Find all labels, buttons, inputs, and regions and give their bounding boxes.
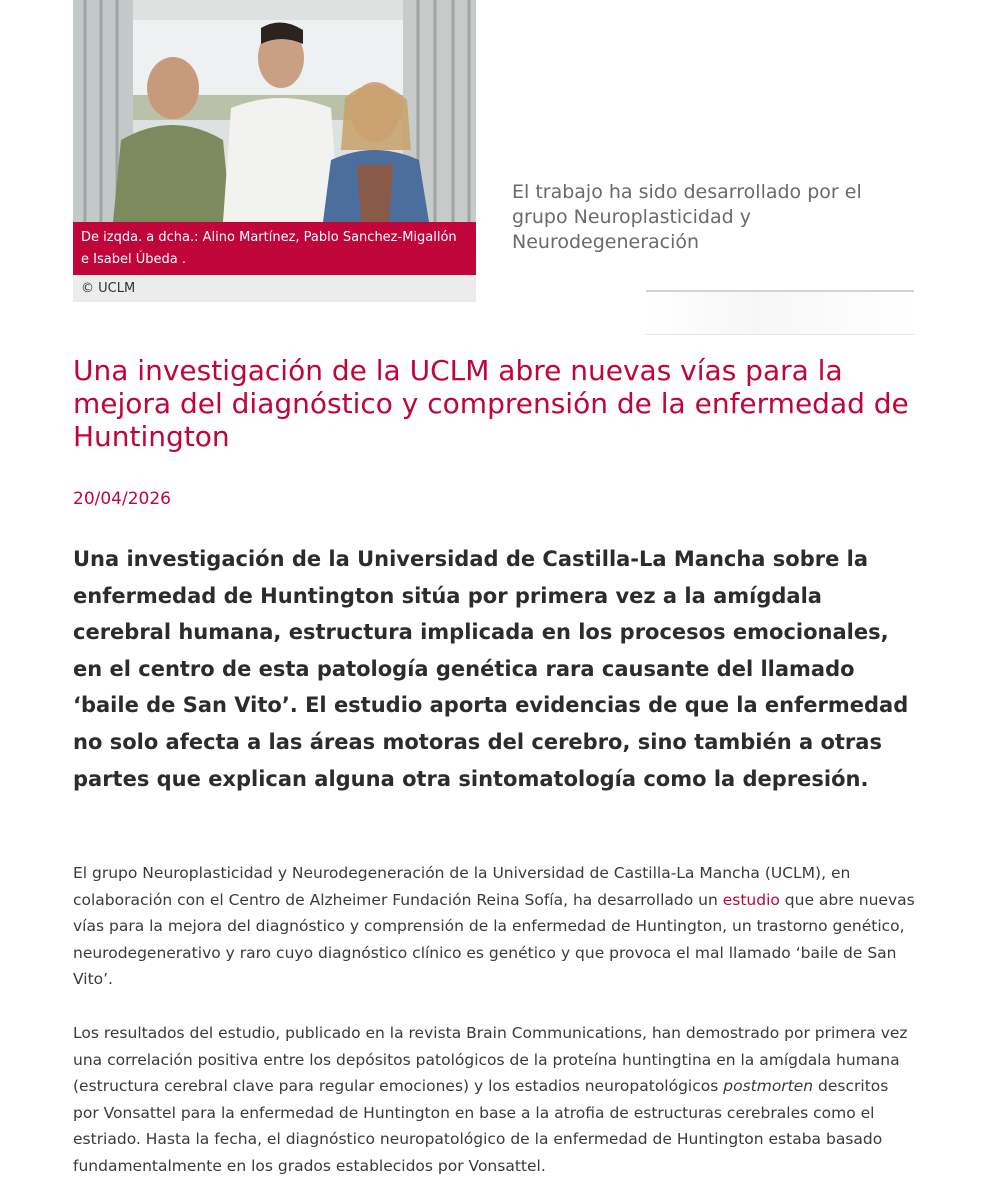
article-paragraph	[73, 860, 915, 993]
article-date: 20/04/2026	[73, 489, 171, 509]
paragraph-text: que abre nuevas vías para la mejora del diagnóstico y comprensión de la enfermedad de Huntington, un trastorno genético, neurodegenerativo y raro cuyo diagnóstico clínico es genético y que provoca el mal llamado ‘baile de San Vito’.	[73, 890, 915, 989]
side-divider	[646, 290, 914, 335]
side-caption: El trabajo ha sido desarrollado por el grupo Neuroplasticidad y Neurodegeneración	[512, 181, 862, 253]
paragraph-text: Los resultados del estudio, publicado en la revista Brain Communications, han demostrado por primera vez una correlación positiva entre los depósitos patológicos de la proteína huntingtina en la amígdala humana (estructura cerebral clave para regular emociones) y los estadios neuropatológicos	[73, 1024, 908, 1096]
photo-caption: De izqda. a dcha.: Alino Martínez, Pablo Sanchez-Migallón e Isabel Úbeda .	[73, 222, 476, 275]
paragraph-text: El grupo Neuroplasticidad y Neurodegeneración de la Universidad de Castilla-La Mancha (UCLM), en colaboración con el Centro de Alzheimer Fundación Reina Sofía, ha desarrollado un	[73, 864, 851, 909]
news-figure	[73, 0, 476, 302]
study-link[interactable]: estudio	[722, 890, 780, 909]
article-title: Una investigación de la UCLM abre nuevas vías para la mejora del diagnóstico y comprensión de la enfermedad de Huntington	[73, 354, 909, 453]
team-photo-illustration	[73, 0, 476, 222]
photo-credit: © UCLM	[73, 275, 476, 302]
article-paragraph	[73, 1020, 915, 1180]
paragraph-text: descritos por Vonsattel para la enfermedad de Huntington en base a la atrofia de estructuras cerebrales como el estriado. Hasta la fecha, el diagnóstico neuropatológico de la enfermedad de Huntington estaba basado fundamentalmente en los grados establecidos por Vonsattel.	[73, 1077, 889, 1175]
team-photo	[73, 0, 476, 222]
emphasis-text: postmorten	[723, 1077, 814, 1096]
article-lead: Una investigación de la Universidad de Castilla-La Mancha sobre la enfermedad de Huntington sitúa por primera vez a la amígdala cerebral humana, estructura implicada en los procesos emocionales, en el centro de esta patología genética rara causante del llamado ‘baile de San Vito’. El estudio aporta evidencias de que la enfermedad no solo afecta a las áreas motoras del cerebro, sino también a otras partes que explican alguna otra sintomatología como la depresión.	[73, 547, 909, 791]
